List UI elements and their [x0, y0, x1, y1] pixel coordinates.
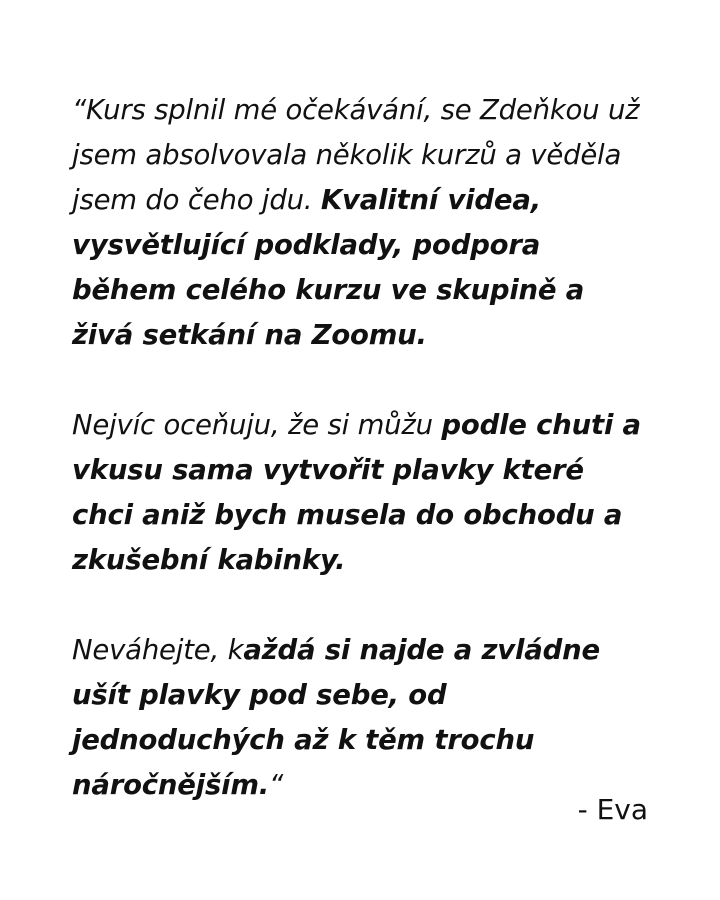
quote-highlight: Kvalitní videa, vysvětlující podklady, podpora během celého kurzu ve skupině a živá setkání na Zoomu. — [72, 184, 585, 351]
quote-paragraph-3 — [72, 628, 652, 808]
quote-text: “Kurs splnil mé očekávání, se Zdeňkou už jsem absolvovala několik kurzů a věděla jsem do čeho jdu. — [72, 94, 640, 216]
quote-text: Neváhejte, k — [72, 634, 244, 666]
quote-text: Nejvíc oceňuju, že si můžu — [72, 409, 442, 441]
testimonial-author: - Eva — [577, 793, 648, 826]
quote-highlight: podle chuti a vkusu sama vytvořit plavky které chci aniž bych musela do obchodu a zkušební kabinky. — [72, 409, 641, 576]
quote-highlight: aždá si najde a zvládne ušít plavky pod sebe, od jednoduchých až k těm trochu náročnějším. — [72, 634, 600, 801]
closing-quote-mark: “ — [269, 769, 284, 801]
testimonial-quote — [72, 88, 652, 808]
quote-paragraph-1 — [72, 88, 652, 358]
quote-paragraph-2 — [72, 403, 652, 583]
